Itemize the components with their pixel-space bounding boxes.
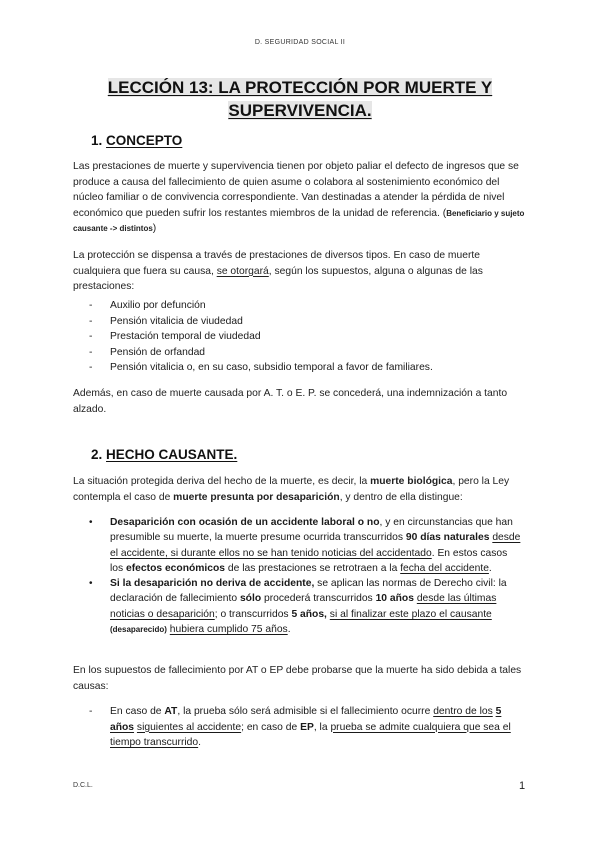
section-2-number: 2. — [91, 447, 103, 462]
title-line-1: LECCIÓN 13: LA PROTECCIÓN POR MUERTE Y — [107, 78, 493, 97]
list-item: • Desaparición con ocasión de un accidente laboral o no, y en circunstancias que han presumible su muerte, la muerte presume ocurrida transcurridos 90 días naturales desde el accidente, si durante ellos no se han tenido noticias del accidentado. En estos casos los efectos económicos de las prestaciones se retrotraen a la fecha del accidente. — [89, 515, 521, 576]
hecho-causante-intro: La situación protegida deriva del hecho de la muerte, es decir, la muerte biológica, pero la Ley contempla el caso de muerte presunta por desaparición, y dentro de ella distingue: — [73, 476, 510, 503]
list-item: - Prestación temporal de viudedad — [89, 329, 519, 345]
list-item: - Pensión vitalicia o, en su caso, subsidio temporal a favor de familiares. — [89, 360, 519, 376]
compensation-paragraph: Además, en caso de muerte causada por A. T. o E. P. se concederá, una indemnización a tanto alzado. — [73, 388, 508, 415]
at-ep-list — [89, 704, 521, 751]
section-1-number: 1. — [91, 133, 103, 148]
underlined-se-otorgara: se otorgará — [216, 265, 269, 277]
title-line-2: SUPERVIVENCIA. — [228, 101, 372, 120]
disappearance-bullets — [89, 515, 521, 637]
lesson-title — [60, 76, 540, 122]
list-item: - Pensión de orfandad — [89, 345, 519, 361]
section-1-heading — [91, 133, 182, 148]
beneficiary-note: Beneficiario y sujeto causante -> distintos — [73, 208, 525, 233]
protection-paragraph: La protección se dispensa a través de prestaciones de diversos tipos. En caso de muerte cualquiera que fuera su causa, se otorgará, según los supuestos, alguna o algunas de las prestaciones: — [73, 250, 483, 292]
author-initials: D.C.L. — [73, 782, 93, 789]
running-header: D. SEGURIDAD SOCIAL II — [254, 39, 346, 46]
at-ep-paragraph: En los supuestos de fallecimiento por AT o EP debe probarse que la muerte ha sido debida a tales causas: — [73, 665, 522, 692]
page-number: 1 — [519, 780, 526, 792]
section-1-title: CONCEPTO — [106, 133, 183, 148]
benefits-list — [89, 298, 519, 376]
list-item: • Si la desaparición no deriva de accidente, se aplican las normas de Derecho civil: la declaración de fallecimiento sólo procederá transcurridos 10 años desde las últimas noticias o desaparición; o transcurridos 5 años, si al finalizar este plazo el causante (desaparecido) hubiera cumplido 75 años. — [89, 576, 521, 637]
list-item: - Auxilio por defunción — [89, 298, 519, 314]
section-2-heading — [91, 447, 237, 462]
list-item: - En caso de AT, la prueba sólo será admisible si el fallecimiento ocurre dentro de los 5 años siguientes al accidente; en caso de EP, la prueba se admite cualquiera que sea el tiempo transcurrido. — [89, 704, 521, 751]
concept-paragraph: Las prestaciones de muerte y supervivencia tienen por objeto paliar el defecto de ingresos que se produce a causa del fallecimiento de quien asume o colabora al sostenimiento económico del núcleo familiar o de convivencia correspondiente. Van destinadas a atender la pérdida de nivel económico que pueden sufrir los restantes miembros de la unidad de referencia. (Beneficiario y sujeto causante -> distintos) — [73, 161, 525, 234]
list-item: - Pensión vitalicia de viudedad — [89, 314, 519, 330]
section-2-title: HECHO CAUSANTE. — [106, 447, 238, 462]
